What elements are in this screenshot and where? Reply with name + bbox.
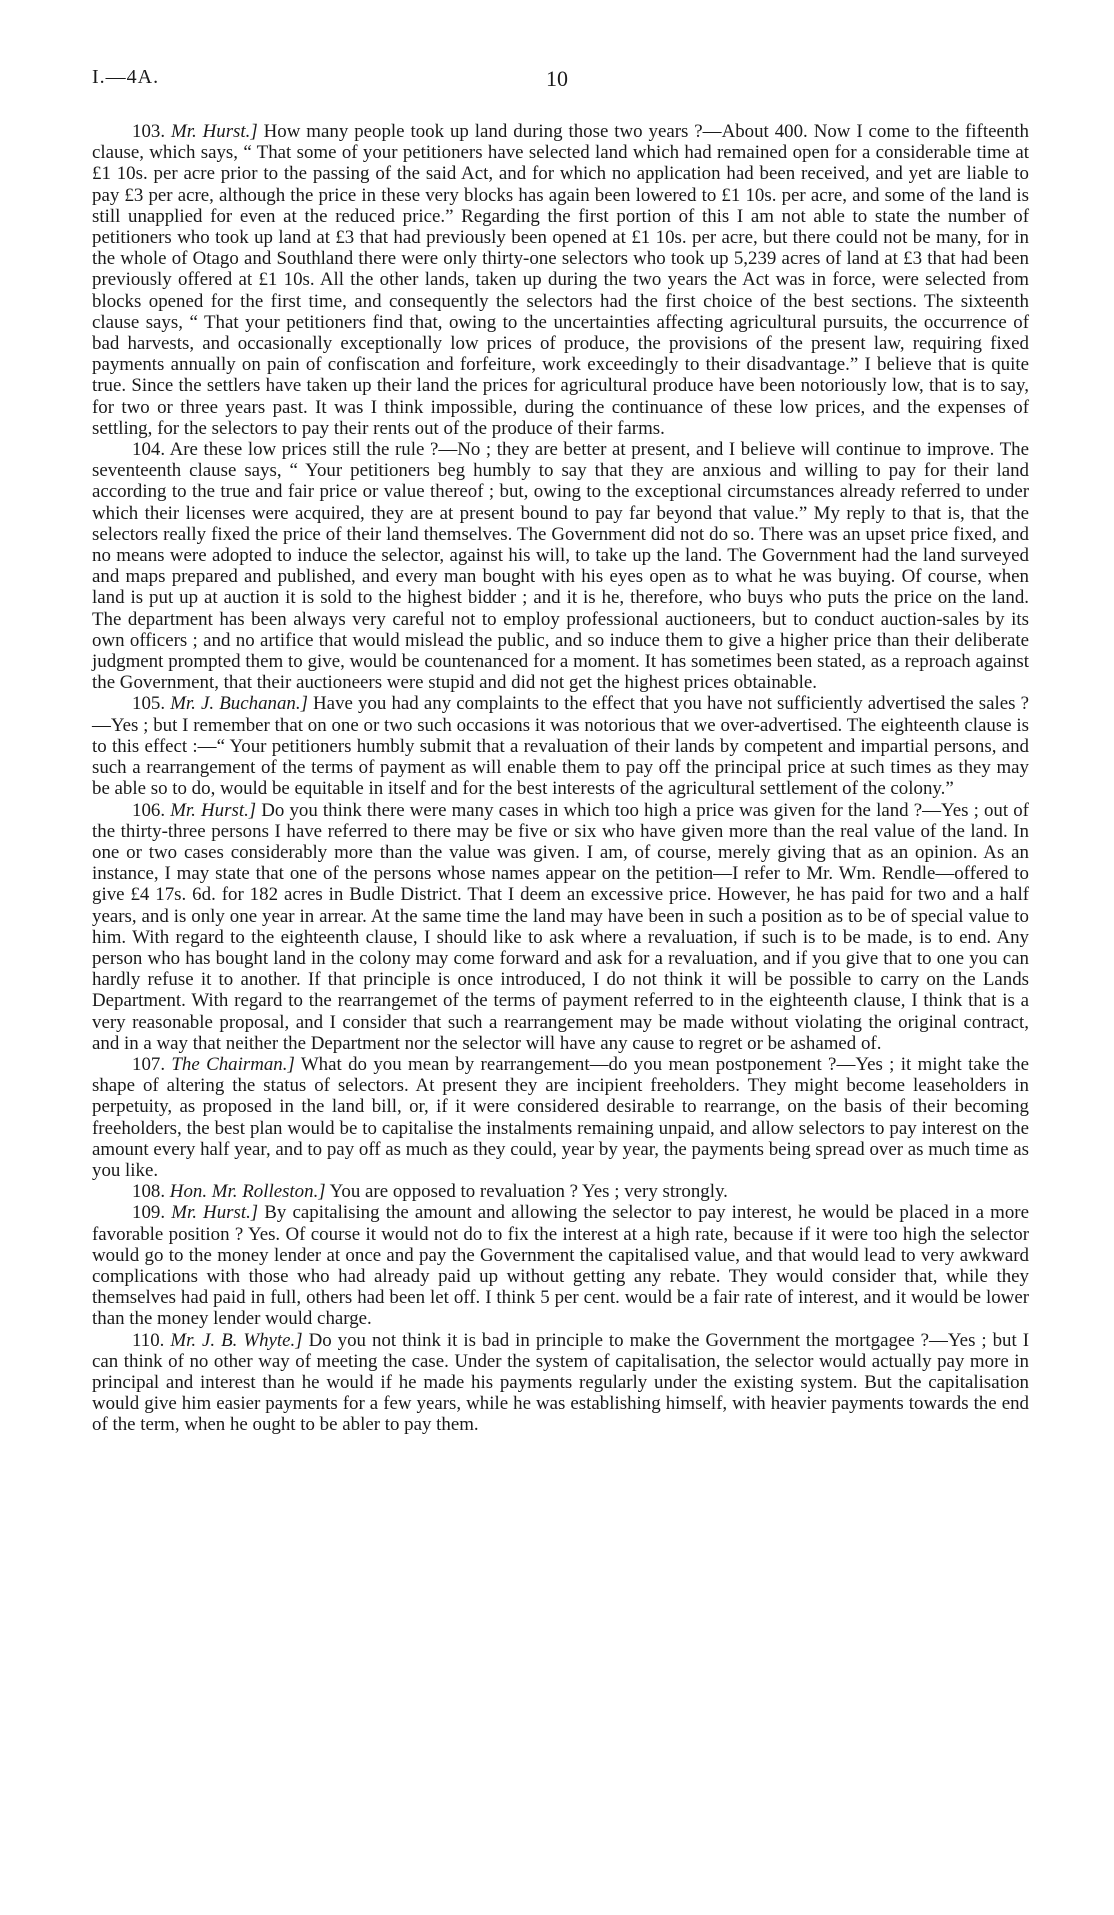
paragraph-105 — [92, 693, 1029, 799]
page-number: 10 — [546, 66, 568, 91]
paragraph-text: How many people took up land during those two years ?—About 400. Now I come to the fifteenth clause, which says, “ That some of your petitioners have selected land which had remained open for a considerable time at £1 10s. per acre prior to the passing of the said Act, and for which no application had been received, and yet are liable to pay £3 per acre, although the price in these very blocks has again been lowered to £1 10s. per acre, and some of the land is still unapplied for even at the reduced price.” Regarding the first portion of this I am not able to state the number of petitioners who took up land at £3 that had previously been opened at £1 10s. per acre, but there could not be many, for in the whole of Otago and Southland there were only thirty-one selectors who took up 5,239 acres of land at £3 that had been previously offered at £1 10s. All the other lands, taken up during the two years the Act was in force, were selected from blocks opened for the first time, and consequently the selectors had the first choice of the best sections. The sixteenth clause says, “ That your petitioners find that, owing to the uncertainties affecting agricultural pursuits, the occurrence of bad harvests, and occasionally exceptionally low prices of produce, the provisions of the present law, requiring fixed payments annually on pain of confiscation and forfeiture, work exceedingly to their disadvantage.” I believe that is quite true. Since the settlers have taken up their land the prices for agricultural produce have been notoriously low, that is to say, for two or three years past. It was I think impossible, during the continuance of these low prices, and the expenses of settling, for the selectors to pay their rents out of the produce of their farms. — [92, 121, 1029, 439]
question-number: 106. — [132, 799, 166, 821]
paragraph-110 — [92, 1330, 1029, 1436]
paragraph-text: You are opposed to revaluation ? Yes ; very strongly. — [325, 1181, 728, 1203]
question-number: 108. — [132, 1181, 166, 1203]
paragraph-text: What do you mean by rearrangement—do you mean postponement ?—Yes ; it might take the shape of altering the status of selectors. At present they are incipient freeholders. They might become leaseholders in perpetuity, as proposed in the land bill, or, if it were considered desirable to rearrange, on the basis of their becoming freeholders, the best plan would be to capitalise the instalments remaining unpaid, and allow selectors to pay interest on the amount every half year, and to pay off as much as they could, year by year, the payments being spread over as much time as you like. — [92, 1053, 1029, 1181]
paragraph-text: Are these low prices still the rule ?—No ; they are better at present, and I believe will continue to improve. The seventeenth clause says, “ Your petitioners beg humbly to say that they are anxious and willing to pay for their land according to the true and fair price or value thereof ; but, owing to the exceptional circumstances already referred to under which their licenses were acquired, they are at present bound to pay far beyond that value.” My reply to that is, that the selectors really fixed the price of their land themselves. The Government did not do so. There was an upset price fixed, and no means were adopted to induce the selector, against his will, to take up the land. The Government had the land surveyed and maps prepared and published, and every man bought with his eyes open as to what he was buying. Of course, when land is put up at auction it is sold to the highest bidder ; and it is he, therefore, who buys who puts the price on the land. The department has been always very careful not to employ professional auctioneers, but to conduct auction-sales by its own officers ; and no artifice that would mislead the public, and so induce them to give a higher price than their deliberate judgment prompted them to give, would be countenanced for a moment. It has sometimes been stated, as a reproach against the Government, that their auctioneers were stupid and did not get the highest prices obtainable. — [92, 439, 1029, 694]
question-number: 104. — [132, 439, 166, 461]
paragraph-text: By capitalising the amount and allowing the selector to pay interest, he would be placed in a more favorable position ? Yes. Of course it would not do to fix the interest at a high rate, because if it were too high the selector would go to the money lender at once and pay the Government the capitalised value, and that would lead to very awkward complications with those who had already paid up without getting any rebate. They would consider that, while they themselves had paid in full, others had been let off. I think 5 per cent. would be a fair rate of interest, and it would be lower than the money lender would charge. — [92, 1202, 1029, 1330]
speaker-name: The Chairman.] — [171, 1053, 295, 1075]
paragraph-107 — [92, 1054, 1029, 1181]
document-body — [92, 121, 1029, 1436]
speaker-name: Mr. Hurst.] — [170, 799, 257, 821]
paragraph-104 — [92, 439, 1029, 693]
question-number: 109. — [132, 1202, 166, 1224]
document-reference: I.—4A. — [92, 66, 160, 88]
speaker-name: Mr. Hurst.] — [171, 1202, 259, 1224]
page-header — [92, 66, 1022, 96]
question-number: 110. — [132, 1329, 165, 1351]
paragraph-103 — [92, 121, 1029, 439]
paragraph-108 — [92, 1181, 1029, 1202]
speaker-name: Mr. Hurst.] — [170, 121, 258, 142]
paragraph-text: Do you think there were many cases in which too high a price was given for the land ?—Yes ; out of the thirty-three persons I have referred to there may be five or six who have given more than the real value of the land. In one or two cases considerably more than the value was given. I am, of course, merely giving that as an opinion. As an instance, I may state that one of the persons whose names appear on the petition—I refer to Mr. Wm. Rendle—offered to give £4 17s. 6d. for 182 acres in Budle District. That I deem an excessive price. However, he has paid for two and a half years, and is only one year in arrear. At the same time the land may have been in such a position as to be of special value to him. With regard to the eighteenth clause, I should like to ask where a revaluation, if such is to be made, is to end. Any person who has bought land in the colony may come forward and ask for a revaluation, and if you give that to one you can hardly refuse it to another. If that principle is once introduced, I do not think it will be possible to carry on the Lands Department. With regard to the rearrangemet of the terms of payment referred to in the eighteenth clause, I think that is a very reasonable proposal, and I consider that such a rearrangement may be made without violating the original contract, and in a way that neither the Department nor the selector will have any cause to regret or be ashamed of. — [92, 799, 1029, 1054]
paragraph-106 — [92, 800, 1029, 1054]
question-number: 107. — [132, 1053, 166, 1075]
paragraph-text: Do you not think it is bad in principle to make the Government the mortgagee ?—Yes ; but I can think of no other way of meeting the case. Under the system of capitalisation, the selector would actually pay more in principal and interest than he would if he made his payments regularly under the existing system. But the capitalisation would give him easier payments for a few years, while he was establishing himself, with heavier payments towards the end of the term, when he ought to be abler to pay them. — [92, 1329, 1030, 1436]
paragraph-text: Have you had any complaints to the effect that you have not sufficiently advertised the sales ?—Yes ; but I remember that on one or two such occasions it was notorious that we over-advertised. The eighteenth clause is to this effect :—“ Your petitioners humbly submit that a revaluation of their lands by competent and impartial persons, and such a rearrangement of the terms of payment as will enable them to pay off the principal price at such times as they may be able so to do, would be equitable in itself and for the best interests of the agricultural settlement of the colony.” — [92, 693, 1029, 800]
speaker-name: Mr. J. Buchanan.] — [170, 693, 308, 715]
question-number: 103. — [132, 121, 166, 142]
question-number: 105. — [132, 693, 166, 715]
paragraph-109 — [92, 1202, 1029, 1329]
speaker-name: Mr. J. B. Whyte.] — [170, 1329, 303, 1351]
speaker-name: Hon. Mr. Rolleston.] — [169, 1181, 326, 1203]
